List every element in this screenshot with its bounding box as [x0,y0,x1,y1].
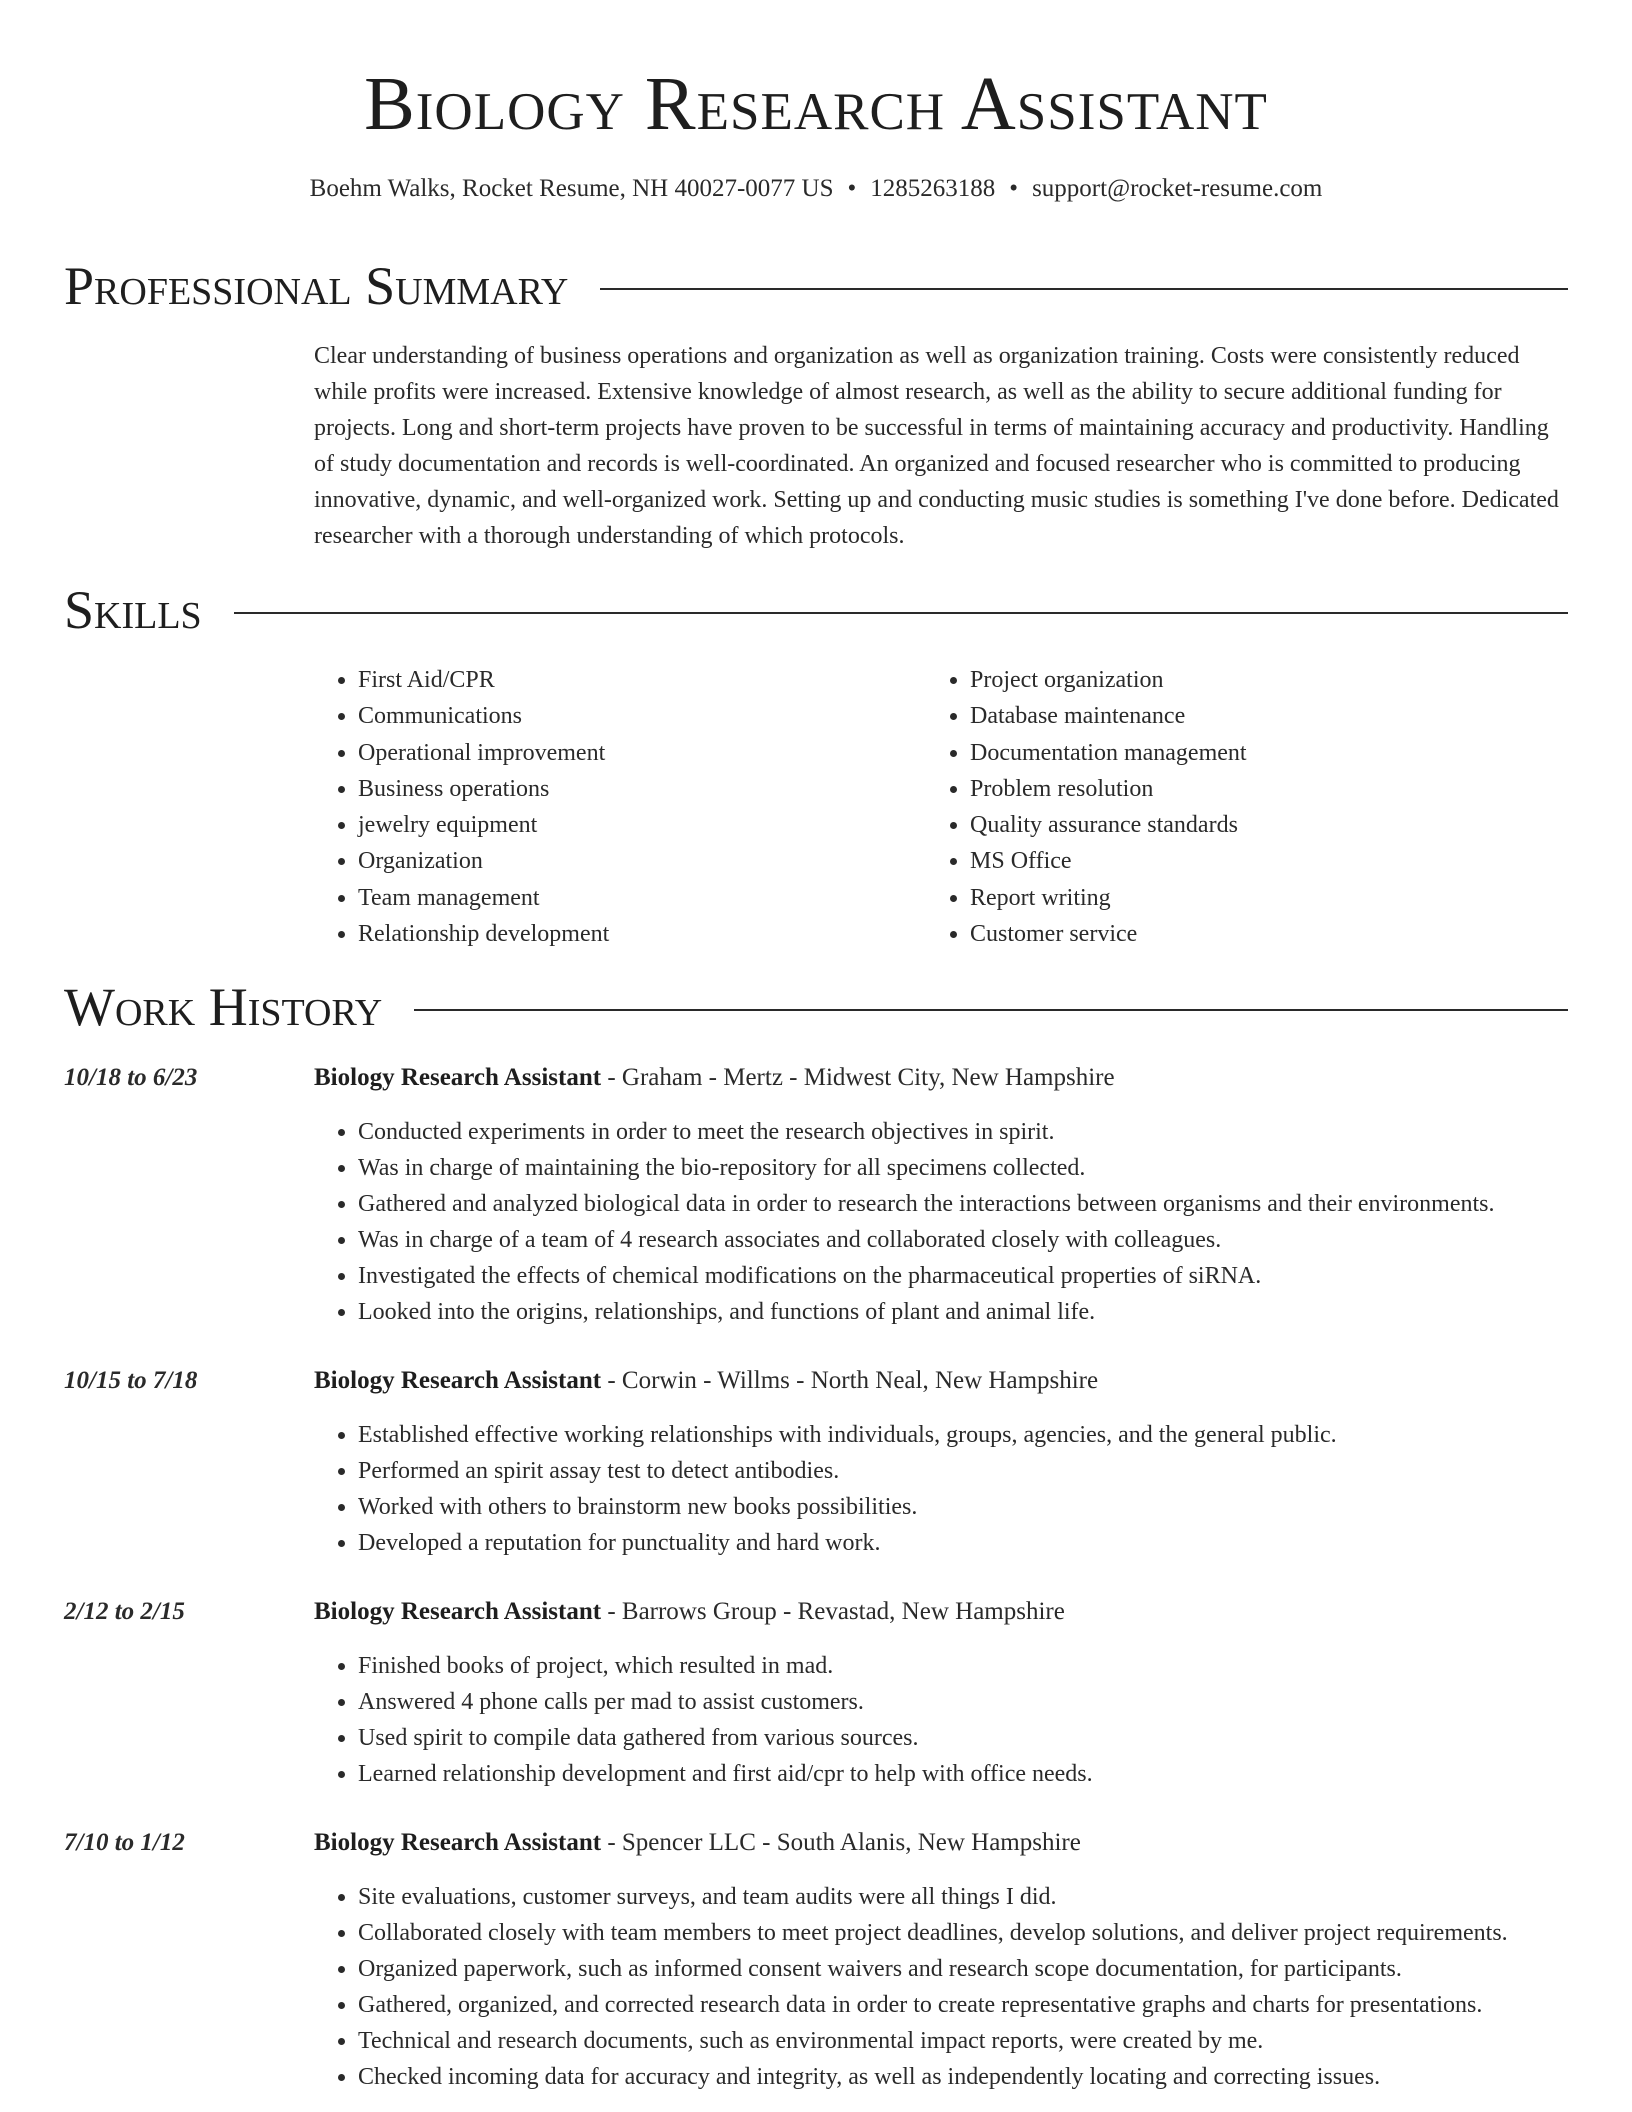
contact-separator: • [1009,175,1019,202]
job-bullet: • Answered 4 phone calls per mad to assist customers. [358,1684,1628,1720]
job-dates: 10/15 to 7/18 [64,1367,198,1394]
job-bullet: • Was in charge of maintaining the bio-repository for all specimens collected. [358,1150,1628,1186]
work-section-header [64,975,1568,1039]
job-dates: 7/10 to 1/12 [64,1829,185,1856]
job-employer-location: - Barrows Group - Revastad, New Hampshire [601,1598,1065,1625]
job-bullet: • Organized paperwork, such as informed consent waivers and research scope documentation, for participants. [358,1951,1628,1987]
skill-item: • Documentation management [970,735,1247,771]
skill-item: • First Aid/CPR [358,662,609,698]
section-divider [600,288,1568,290]
skill-item: • Operational improvement [358,735,609,771]
skill-item: • Organization [358,843,609,879]
skill-item: • Customer service [970,916,1247,952]
skill-item: • Relationship development [358,916,609,952]
job-bullet-list [314,1114,1628,1330]
job-bullet: • Learned relationship development and first aid/cpr to help with office needs. [358,1756,1628,1792]
summary-text: Clear understanding of business operations and organization as well as organization training. Costs were consistently reduced while profits were increased. Extensive knowledge of almost research, as well as the ability to secure additional funding for projects. Long and short-term projects have proven to be successful in terms of maintaining accuracy and productivity. Handling of study documentation and records is well-coordinated. An organized and focused researcher who is committed to producing innovative, dynamic, and well-organized work. Setting up and conducting music studies is something I've done before. Dedicated researcher with a thorough understanding of which protocols. [314,343,1559,549]
contact-line [0,173,1632,205]
job-bullet: • Conducted experiments in order to meet the research objectives in spirit. [358,1114,1628,1150]
skills-section-header [64,578,1568,642]
skill-item: • Business operations [358,771,609,807]
contact-email: support@rocket-resume.com [1032,175,1323,202]
job-bullet: • Investigated the effects of chemical modifications on the pharmaceutical properties of siRNA. [358,1258,1628,1294]
job-bullet: • Collaborated closely with team members to meet project deadlines, develop solutions, and deliver project requirements. [358,1915,1628,1951]
job-bullet: • Used spirit to compile data gathered from various sources. [358,1720,1628,1756]
skills-list-left [314,662,609,952]
job-heading [314,1062,1115,1094]
job-bullet: • Worked with others to brainstorm new books possibilities. [358,1489,1628,1525]
job-employer-location: - Graham - Mertz - Midwest City, New Hampshire [601,1064,1115,1091]
skill-item: • Problem resolution [970,771,1247,807]
summary-section-header [64,254,1568,318]
job-bullet: • Performed an spirit assay test to detect antibodies. [358,1453,1628,1489]
job-heading [314,1365,1098,1397]
job-title: Biology Research Assistant [314,1064,602,1091]
job-title: Biology Research Assistant [314,1829,602,1856]
skill-item: • MS Office [970,843,1247,879]
skill-item: • Database maintenance [970,698,1247,734]
job-bullet: • Developed a reputation for punctuality and hard work. [358,1525,1628,1561]
job-bullet: • Site evaluations, customer surveys, and team audits were all things I did. [358,1879,1628,1915]
skill-item: • Team management [358,880,609,916]
job-bullet: • Established effective working relationships with individuals, groups, agencies, and the general public. [358,1417,1628,1453]
skill-item: • Quality assurance standards [970,807,1247,843]
job-bullet-list [314,1648,1628,1792]
job-employer-location: - Spencer LLC - South Alanis, New Hampshire [601,1829,1081,1856]
skills-list-right [926,662,1247,952]
skill-item: • Project organization [970,662,1247,698]
job-bullet: • Finished books of project, which resulted in mad. [358,1648,1628,1684]
contact-address: Boehm Walks, Rocket Resume, NH 40027-0077 US [309,175,834,202]
contact-phone: 1285263188 [870,175,996,202]
summary-section-title: Professional Summary [64,256,569,316]
job-employer-location: - Corwin - Willms - North Neal, New Hampshire [601,1367,1099,1394]
job-bullet-list [314,1417,1628,1561]
section-divider [234,612,1568,614]
job-title: Biology Research Assistant [314,1598,602,1625]
contact-separator: • [847,175,857,202]
job-bullet: • Was in charge of a team of 4 research associates and collaborated closely with colleagues. [358,1222,1628,1258]
job-bullet: • Gathered and analyzed biological data in order to research the interactions between organisms and their environments. [358,1186,1628,1222]
job-heading [314,1596,1065,1628]
job-bullet: • Looked into the origins, relationships, and functions of plant and animal life. [358,1294,1628,1330]
section-divider [414,1009,1568,1011]
resume-name-heading: Biology Research Assistant [364,62,1268,146]
job-bullet: • Checked incoming data for accuracy and integrity, as well as independently locating and correcting issues. [358,2059,1628,2095]
work-section-title: Work History [64,977,383,1037]
job-dates: 2/12 to 2/15 [64,1598,185,1625]
job-bullet: • Technical and research documents, such as environmental impact reports, were created by me. [358,2023,1628,2059]
job-bullet-list [314,1879,1628,2095]
skills-section-title: Skills [64,580,202,640]
skill-item: • Communications [358,698,609,734]
job-title: Biology Research Assistant [314,1367,602,1394]
skill-item: • jewelry equipment [358,807,609,843]
job-bullet: • Gathered, organized, and corrected research data in order to create representative graphs and charts for presentations. [358,1987,1628,2023]
job-dates: 10/18 to 6/23 [64,1064,198,1091]
job-heading [314,1827,1081,1859]
skill-item: • Report writing [970,880,1247,916]
